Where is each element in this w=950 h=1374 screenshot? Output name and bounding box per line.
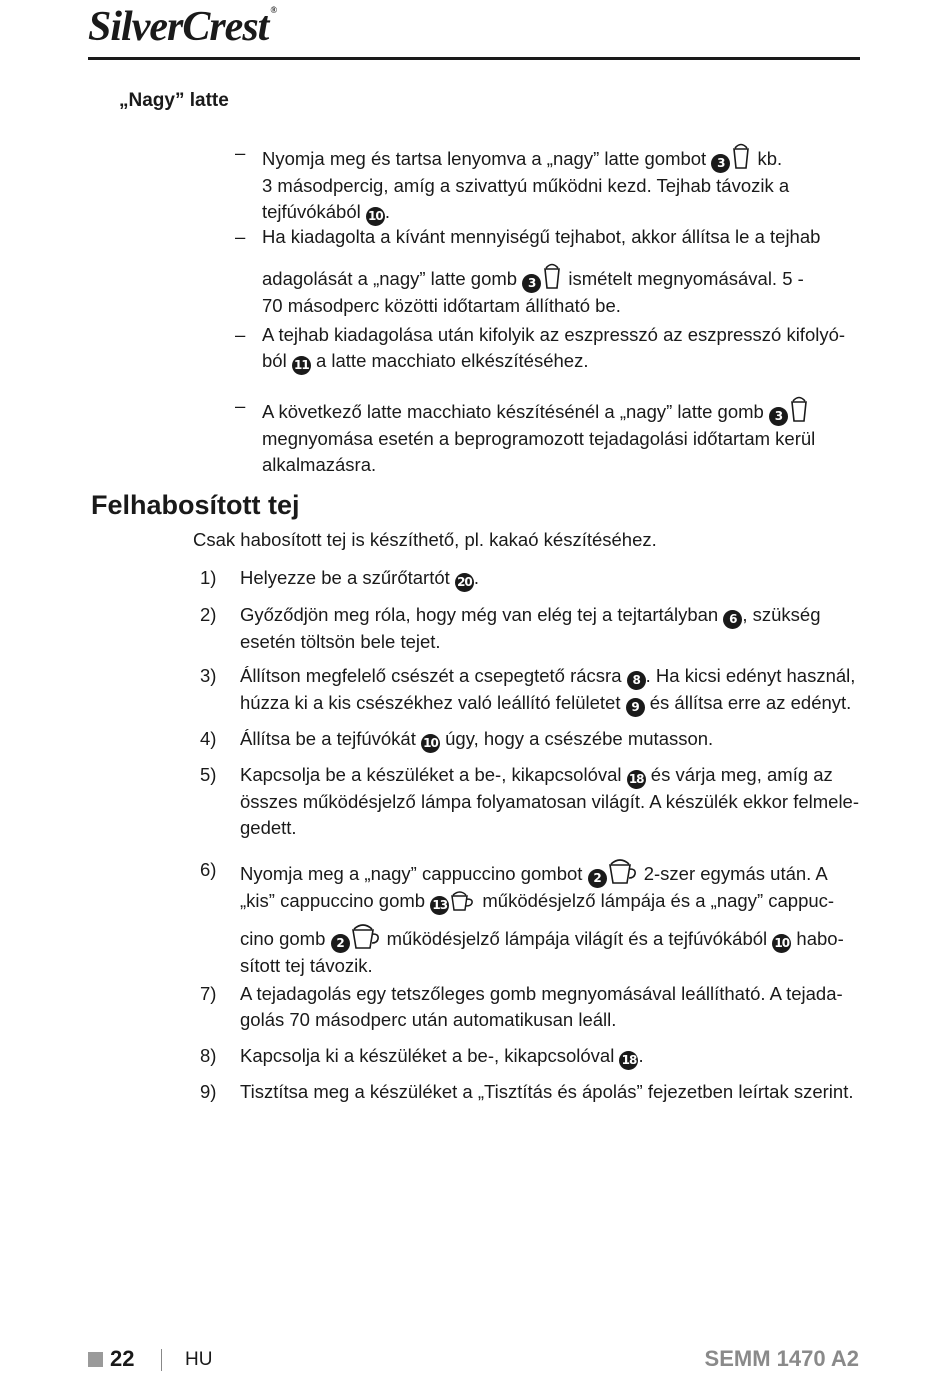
part-number-badge: 11 bbox=[292, 356, 311, 375]
section-heading: Felhabosított tej bbox=[91, 490, 300, 520]
latte-glass-icon bbox=[542, 260, 562, 290]
part-number-badge: 18 bbox=[627, 770, 646, 789]
part-number-badge: 3 bbox=[711, 154, 730, 173]
part-number-badge: 3 bbox=[769, 407, 788, 426]
part-number-badge: 10 bbox=[366, 207, 385, 226]
part-number-badge: 2 bbox=[588, 869, 607, 888]
part-number-badge: 18 bbox=[619, 1051, 638, 1070]
part-number-badge: 8 bbox=[627, 671, 646, 690]
part-number-badge: 6 bbox=[723, 610, 742, 629]
footer-divider bbox=[161, 1349, 162, 1371]
part-number-badge: 9 bbox=[626, 698, 645, 717]
latte-glass-icon bbox=[731, 140, 751, 170]
part-number-badge: 3 bbox=[522, 274, 541, 293]
part-number-badge: 10 bbox=[772, 934, 791, 953]
small-cup-icon bbox=[450, 890, 476, 912]
part-number-badge: 13 bbox=[430, 896, 449, 915]
latte-glass-icon bbox=[789, 393, 809, 423]
brand-logo: SilverCrest ® bbox=[88, 4, 277, 50]
page-number: 22 bbox=[110, 1346, 135, 1371]
model-number: SEMM 1470 A2 bbox=[704, 1346, 859, 1371]
part-number-badge: 20 bbox=[455, 573, 474, 592]
large-cup-icon bbox=[608, 857, 638, 885]
footer-marker bbox=[88, 1352, 103, 1367]
language-code: HU bbox=[185, 1349, 213, 1370]
large-cup-icon bbox=[351, 922, 381, 950]
section-intro: Csak habosított tej is készíthető, pl. kakaó készítéséhez. bbox=[193, 529, 657, 550]
part-number-badge: 2 bbox=[331, 934, 350, 953]
part-number-badge: 10 bbox=[421, 734, 440, 753]
header-rule bbox=[88, 57, 860, 60]
latte-heading: „Nagy” latte bbox=[119, 90, 229, 111]
